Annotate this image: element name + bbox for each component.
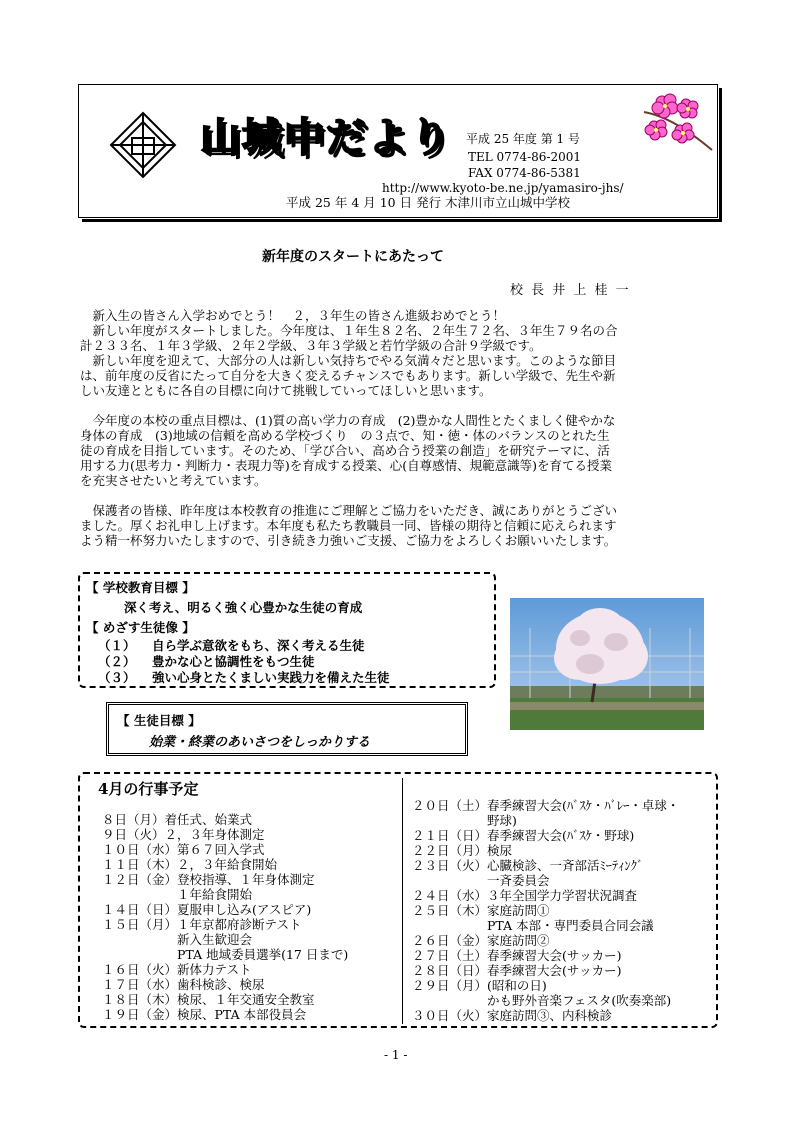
article-line: 新入生の皆さん入学おめでとう！ ２，３年生の皆さん進級おめでとう！ xyxy=(80,308,506,323)
article-line: 徒の育成を目指しています。そのため、「学び合い、高め合う授業の創造」を研究テーマに、活 xyxy=(80,443,610,458)
school-goals-box xyxy=(78,572,496,688)
school-crest-icon xyxy=(108,110,178,180)
schedule-event: ２２日（月）検尿 xyxy=(412,843,513,858)
schedule-event: ２９日（月）(昭和の日) xyxy=(412,978,547,993)
article-line: 新しい年度を迎えて、大部分の人は新しい気持ちでやる気満々だと思います。このような節目 xyxy=(80,353,617,368)
tel-number: TEL 0774-86-2001 xyxy=(468,150,582,164)
schedule-event: １０日（水）第６７回入学式 xyxy=(102,842,265,857)
schedule-event: １９日（金）検尿、PTA 本部役員会 xyxy=(102,1007,307,1022)
schedule-event: ２７日（土）春季練習大会(サッカー) xyxy=(412,948,622,963)
article-title: 新年度のスタートにあたって xyxy=(262,249,444,265)
article-line: を充実させたいと考えています。 xyxy=(80,473,267,488)
schedule-event: ２８日（日）春季練習大会(サッカー) xyxy=(412,963,622,978)
school-goal-heading: 【 学校教育目標 】 xyxy=(86,580,195,595)
article-author: 校 長 井 上 桂 一 xyxy=(510,283,631,298)
student-ideal-heading: 【 めざす生徒像 】 xyxy=(86,620,195,635)
article-line: 身体の育成 (3)地域の信頼を高める学校づくり の３点で、知・徳・体のバランスのとれた生 xyxy=(80,428,610,443)
schedule-event: １５日（月）１年京都府診断テスト xyxy=(102,917,302,932)
website-url[interactable]: http://www.kyoto-be.ne.jp/yamasiro-jhs/ xyxy=(382,181,624,195)
cherry-blossom-icon xyxy=(636,90,716,156)
schedule-event: かも野外音楽フェスタ(吹奏楽部) xyxy=(412,993,672,1008)
newsletter-title: 山城中だより xyxy=(200,115,452,161)
schedule-event: ９日（火）２，３年身体測定 xyxy=(102,827,265,842)
page-number: - 1 - xyxy=(384,1048,408,1062)
schedule-event: ２０日（土）春季練習大会(ﾊﾞｽｹ・ﾊﾞﾚｰ・卓球・ xyxy=(412,798,680,813)
schedule-event: ２１日（日）春季練習大会(ﾊﾞｽｹ・野球) xyxy=(412,828,635,843)
article-line: よう精一杯努力いたしますので、引き続き力強いご支援、ご協力をよろしくお願いいたします。 xyxy=(80,533,617,548)
article-line: 保護者の皆様、昨年度は本校教育の推進にご理解とご協力をいただき、誠にありがとうござい xyxy=(80,503,618,518)
student-goal-text: 始業・終業のあいさつをしっかりする xyxy=(149,735,371,750)
issue-number: 平成 25 年度 第 1 号 xyxy=(466,132,580,146)
schedule-event: １４日（日）夏服申し込み(アスピア) xyxy=(102,902,312,917)
article-line: 用する力(思考力・判断力・表現力等)を育成する授業、心(自尊感情、規範意識等)を育てる授業 xyxy=(80,458,613,473)
schedule-divider xyxy=(402,778,403,1024)
schedule-event: ２５日（木）家庭訪問① xyxy=(412,903,550,918)
fax-number: FAX 0774-86-5381 xyxy=(468,166,581,180)
schedule-event: ２４日（水）３年全国学力学習状況調査 xyxy=(412,888,638,903)
ideal-text: 強い心身とたくましい実践力を備えた生徒 xyxy=(152,670,390,685)
student-goal-box xyxy=(106,702,468,756)
schedule-event: １８日（木）検尿、１年交通安全教室 xyxy=(102,992,315,1007)
ideal-number: （２） xyxy=(98,654,136,669)
schedule-event: １年給食開始 xyxy=(102,887,253,902)
schedule-event: ３０日（火）家庭訪問③、内科検診 xyxy=(412,1008,613,1023)
student-goal-heading: 【 生徒目標 】 xyxy=(117,713,201,728)
schedule-event: １７日（水）歯科検診、検尿 xyxy=(102,977,265,992)
schedule-event: １２日（金）登校指導、１年身体測定 xyxy=(102,872,315,887)
school-goal: 深く考え、明るく強く心豊かな生徒の育成 xyxy=(124,600,363,615)
article-line: 今年度の本校の重点目標は、(1)質の高い学力の育成 (2)豊かな人間性とたくましく健やかな xyxy=(80,413,616,428)
article-line: は、前年度の反省にたって自分を大きく変えるチャンスでもあります。新しい学級で、先生や新 xyxy=(80,368,616,383)
ideal-number: （３） xyxy=(98,670,136,685)
schedule-event: 野球) xyxy=(412,813,517,828)
schedule-event: 一斉委員会 xyxy=(412,873,550,888)
article-body xyxy=(80,308,720,548)
schedule-event: １６日（火）新体力テスト xyxy=(102,962,252,977)
schedule-title: 4月の行事予定 xyxy=(98,780,199,798)
article-line xyxy=(80,488,720,503)
cherry-tree-photo xyxy=(510,598,704,730)
ideal-text: 自ら学ぶ意欲をもち、深く考える生徒 xyxy=(152,638,365,653)
ideal-number: （１） xyxy=(98,638,136,653)
schedule-event: PTA 本部・専門委員合同会議 xyxy=(412,918,654,933)
article-line: しい友達とともに各自の目標に向けて挑戦していってほしいと思います。 xyxy=(80,383,492,398)
article-line xyxy=(80,398,720,413)
publish-info: 平成 25 年 4 月 10 日 発行 木津川市立山城中学校 xyxy=(286,195,571,210)
ideal-text: 豊かな心と協調性をもつ生徒 xyxy=(152,654,315,669)
schedule-event: ８日（月）着任式、始業式 xyxy=(102,812,253,827)
article-line: 計２３３名、１年３学級、２年２学級、３年３学級と若竹学級の合計９学級です。 xyxy=(80,338,542,353)
schedule-event: 新入生歓迎会 xyxy=(102,932,253,947)
article-line: ました。厚くお礼申し上げます。本年度も私たち教職員一同、皆様の期待と信頼に応えられます xyxy=(80,518,617,533)
schedule-event: PTA 地域委員選挙(17 日まで) xyxy=(102,947,349,962)
schedule-event: １１日（木）２，３年給食開始 xyxy=(102,857,278,872)
schedule-event: ２６日（金）家庭訪問② xyxy=(412,933,550,948)
article-line: 新しい年度がスタートしました。今年度は、１年生８２名、２年生７２名、３年生７９名の合 xyxy=(80,323,618,338)
schedule-event: ２３日（火）心臓検診、一斉部活ﾐｰﾃｨﾝｸﾞ xyxy=(412,858,644,873)
